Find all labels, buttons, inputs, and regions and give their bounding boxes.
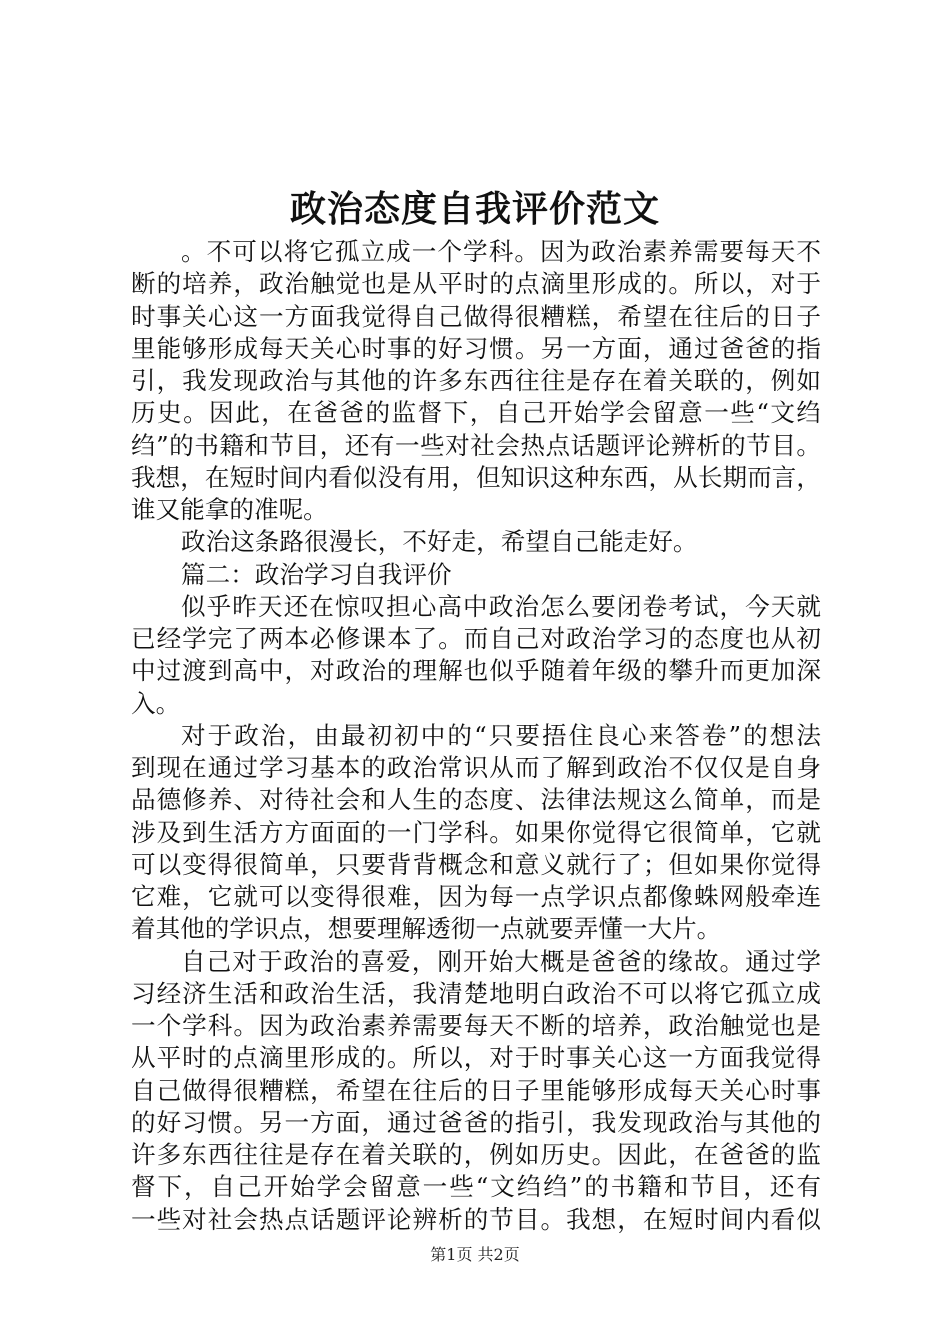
text-line: 可以变得很简单，只要背背概念和意义就行了；但如果你觉得	[131, 849, 821, 879]
text-line: 里能够形成每天关心时事的好习惯。另一方面，通过爸爸的指	[131, 333, 821, 363]
text-line: 一个学科。因为政治素养需要每天不断的培养，政治触觉也是	[131, 1011, 821, 1040]
text-line: 到现在通过学习基本的政治常识从而了解到政治不仅仅是自身	[131, 753, 821, 782]
document-title: 政治态度自我评价范文	[289, 188, 660, 230]
text-line: 涉及到生活方方面面的一门学科。如果你觉得它很简单，它就	[131, 817, 821, 847]
page-footer: 第1页 共2页	[430, 1245, 520, 1264]
text-line: 我想，在短时间内看似没有用，但知识这种东西，从长期而言，	[131, 462, 821, 492]
text-line: 已经学完了两本必修课本了。而自己对政治学习的态度也从初	[131, 624, 821, 653]
text-line: 它难，它就可以变得很难，因为每一点学识点都像蛛网般牵连	[131, 882, 821, 911]
text-line: 一些对社会热点话题评论辨析的节目。我想，在短时间内看似	[131, 1204, 821, 1234]
text-line: 自己对于政治的喜爱，刚开始大概是爸爸的缘故。通过学	[181, 946, 821, 976]
text-line: 入。	[131, 688, 181, 718]
text-line: 引，我发现政治与其他的许多东西往往是存在着关联的，例如	[131, 366, 821, 395]
text-line: 对于政治，由最初初中的“只要捂住良心来答卷”的想法	[181, 720, 821, 750]
text-line: 历史。因此，在爸爸的监督下，自己开始学会留意一些“文绉	[131, 398, 821, 428]
text-line: 时事关心这一方面我觉得自己做得很糟糕，希望在往后的日子	[131, 301, 821, 331]
text-line: 绉”的书籍和节目，还有一些对社会热点话题评论辨析的节目。	[131, 430, 821, 460]
text-line: 谁又能拿的准呢。	[131, 495, 328, 524]
text-line: 的好习惯。另一方面，通过爸爸的指引，我发现政治与其他的	[131, 1107, 821, 1137]
text-line: 断的培养，政治触觉也是从平时的点滴里形成的。所以，对于	[131, 269, 821, 299]
text-line: 政治这条路很漫长，不好走，希望自己能走好。	[181, 527, 698, 557]
text-line: 似乎昨天还在惊叹担心高中政治怎么要闭卷考试，今天就	[181, 591, 821, 621]
text-line: 习经济生活和政治生活，我清楚地明白政治不可以将它孤立成	[131, 978, 821, 1008]
text-line: 中过渡到高中，对政治的理解也似乎随着年级的攀升而更加深	[131, 656, 821, 686]
text-line: 篇二：政治学习自我评价	[181, 559, 452, 589]
text-line: 许多东西往往是存在着关联的，例如历史。因此，在爸爸的监	[131, 1140, 821, 1169]
text-line: 。不可以将它孤立成一个学科。因为政治素养需要每天不	[181, 237, 821, 266]
text-line: 自己做得很糟糕，希望在往后的日子里能够形成每天关心时事	[131, 1075, 821, 1105]
text-line: 品德修养、对待社会和人生的态度、法律法规这么简单，而是	[131, 785, 821, 815]
document-body	[131, 236, 821, 1236]
text-line: 从平时的点滴里形成的。所以，对于时事关心这一方面我觉得	[131, 1043, 821, 1073]
text-line: 着其他的学识点，想要理解透彻一点就要弄懂一大片。	[131, 914, 722, 944]
text-line: 督下，自己开始学会留意一些“文绉绉”的书籍和节目，还有	[131, 1172, 821, 1202]
